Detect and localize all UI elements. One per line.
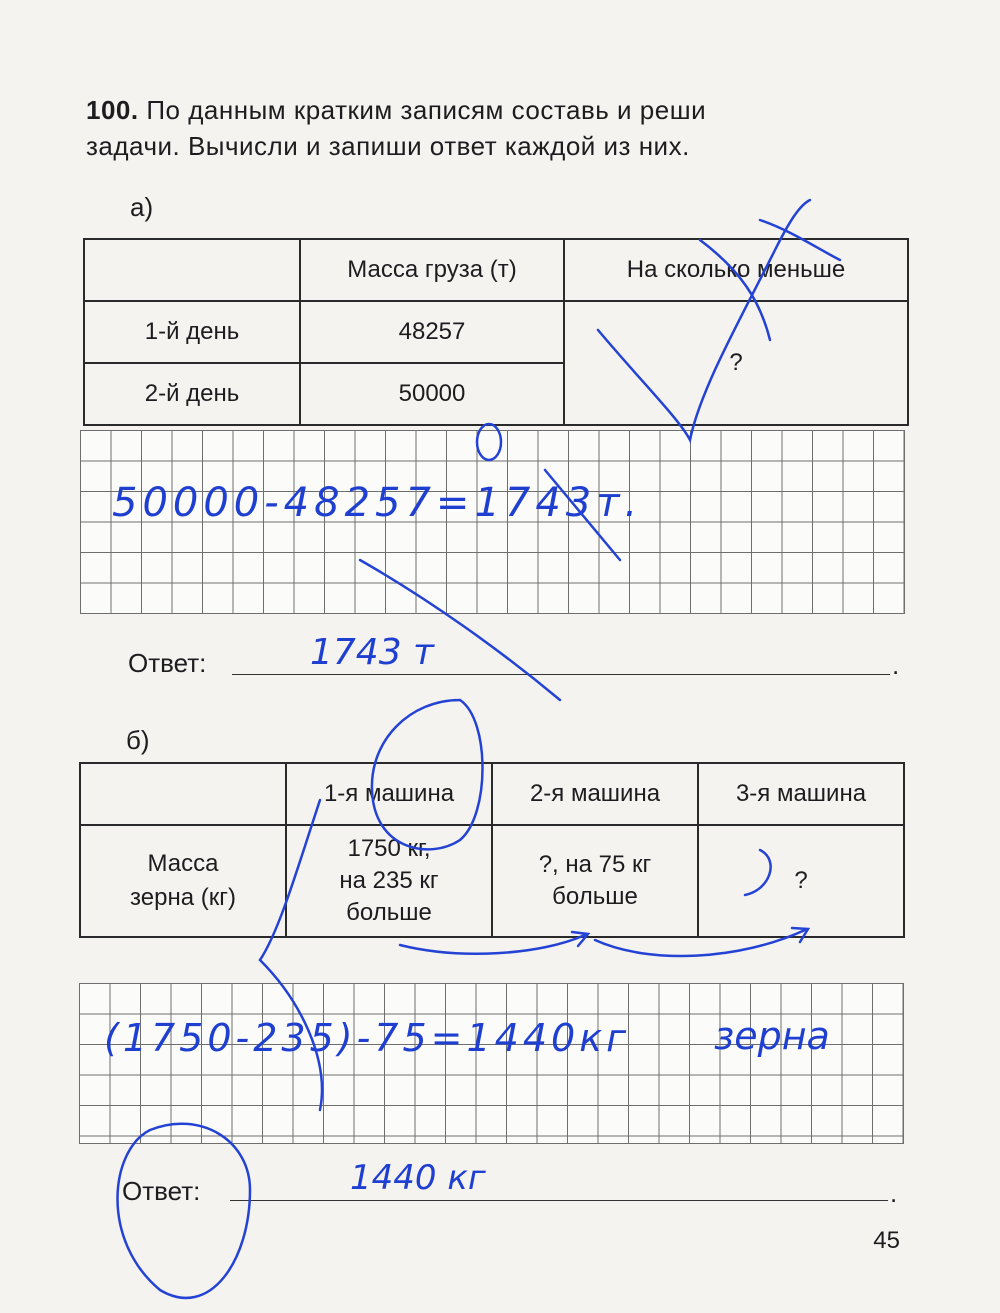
part-b-grid [79,983,904,1144]
part-b-solution-word: зерна [714,1014,830,1058]
part-b-answer-line [230,1200,888,1201]
part-a-label: а) [130,192,154,222]
part-b-answer-label: Ответ: [122,1176,201,1206]
part-b-car1-line2: на 235 кг [339,867,439,894]
part-a-answer-value: 1743 т [310,632,435,673]
part-a-col-mass: Масса груза (т) [300,239,564,301]
part-b-empty-header [80,763,286,825]
part-b-row-label-line2: зерна (кг) [130,884,236,911]
part-a-answer-end: . [892,650,900,680]
part-b-col3: 3-я машина [698,763,904,825]
part-a-table [83,238,909,426]
part-a-answer-label: Ответ: [128,648,207,678]
part-b-car1-value [286,825,492,937]
page-number: 45 [873,1227,900,1254]
part-b-car3-value: ? [698,825,904,937]
part-a-row1-value: 48257 [300,301,564,363]
part-b-car2-line1: ?, на 75 кг [538,851,652,878]
part-b-answer-value: 1440 кг [350,1158,486,1198]
part-a-row2-label: 2-й день [84,363,300,425]
part-b-car2-value [492,825,698,937]
part-a-solution: 50000-48257=1743т. [112,480,643,526]
part-a-col-diff: На сколько меньше [564,239,908,301]
part-b-row-label-line1: Масса [147,850,219,877]
part-a-answer-line [232,674,890,675]
part-b-car1-line3: больше [346,899,432,926]
task-statement [86,92,916,164]
part-a-diff-value: ? [564,301,908,425]
part-b-solution: (1750-235)-75=1440кг [104,1016,631,1060]
part-b-car2-line2: больше [552,883,638,910]
task-number: 100. [86,95,139,125]
part-b-car1-line1: 1750 кг, [347,835,431,862]
part-b-table [79,762,905,938]
part-b-answer-end: . [890,1178,898,1208]
part-b-col2: 2-я машина [492,763,698,825]
part-b-row-label [80,825,286,937]
task-text-line1: По данным кратким записям составь и реши [146,95,707,125]
loop-bottom [118,1124,251,1298]
part-a-empty-header [84,239,300,301]
part-b-col1: 1-я машина [286,763,492,825]
part-a-row1-label: 1-й день [84,301,300,363]
part-a-row2-value: 50000 [300,363,564,425]
task-text-line2: задачи. Вычисли и запиши ответ каждой из них. [86,131,690,161]
part-b-label: б) [126,725,150,755]
